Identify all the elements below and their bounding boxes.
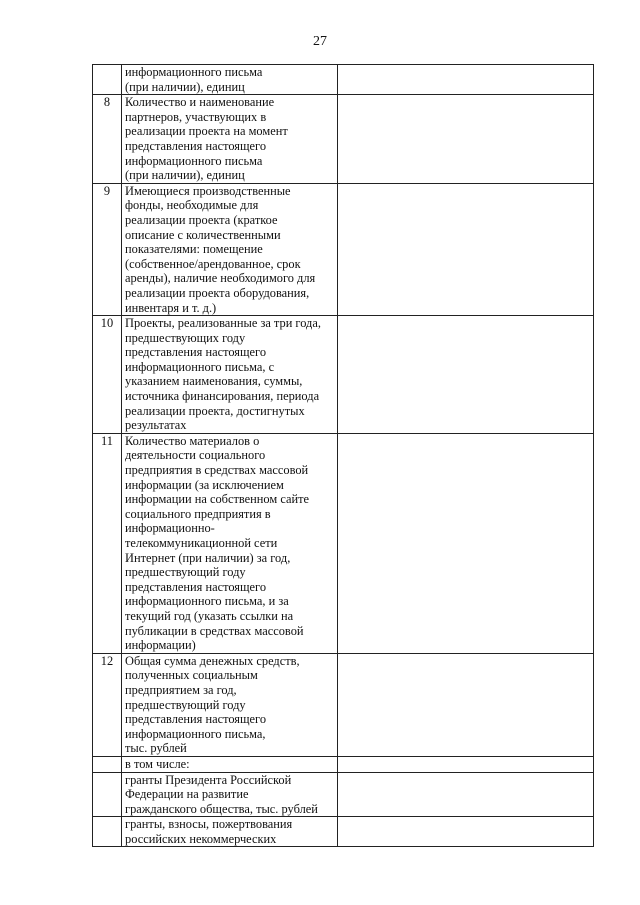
value-cell[interactable] bbox=[338, 772, 594, 817]
table-row bbox=[93, 95, 594, 184]
value-cell[interactable] bbox=[338, 95, 594, 184]
row-label bbox=[122, 65, 338, 95]
row-label bbox=[122, 817, 338, 847]
row-label-text: Имеющиеся производственные фонды, необходимые для реализации проекта (краткое описание с количественными показателями: помещение (собственное/арендованное, срок аренды), наличие необходимого для реализации проекта оборудования, инвентаря и т. д.) bbox=[125, 183, 316, 315]
row-number bbox=[93, 817, 122, 847]
table-row bbox=[93, 772, 594, 817]
row-label bbox=[122, 95, 338, 184]
page-number: 27 bbox=[313, 34, 327, 49]
table-row bbox=[93, 65, 594, 95]
row-number bbox=[93, 756, 122, 772]
value-cell[interactable] bbox=[338, 183, 594, 315]
table-row bbox=[93, 183, 594, 315]
row-number: 12 bbox=[93, 653, 122, 756]
row-label-text: Количество и наименование партнеров, участвующих в реализации проекта на момент представления настоящего информационного письма (при наличии), единиц bbox=[125, 95, 288, 183]
row-label-text: Проекты, реализованные за три года, предшествующих году представления настоящего информационного письма, с указанием наименования, суммы, источника финансирования, периода реализации проекта, достигнутых результатах bbox=[125, 316, 321, 433]
value-cell[interactable] bbox=[338, 65, 594, 95]
value-cell[interactable] bbox=[338, 316, 594, 434]
row-label bbox=[122, 183, 338, 315]
row-label-text: в том числе: bbox=[125, 756, 190, 771]
row-label bbox=[122, 316, 338, 434]
value-cell[interactable] bbox=[338, 817, 594, 847]
row-label-text: гранты Президента Российской Федерации на развитие гражданского общества, тыс. рублей bbox=[125, 772, 318, 816]
table-row bbox=[93, 817, 594, 847]
row-number: 9 bbox=[93, 183, 122, 315]
row-number: 8 bbox=[93, 95, 122, 184]
row-label bbox=[122, 772, 338, 817]
row-label-text: Количество материалов о деятельности социального предприятия в средствах массовой информации (за исключением информации на собственном сайте социального предприятия в информационно- телекоммуникационной сети Интернет (при наличии) за год, предшествующий году представления настоящего информационного письма, и за текущий год (указать ссылки на публикации в средствах массовой информации) bbox=[125, 433, 310, 653]
value-cell[interactable] bbox=[338, 433, 594, 653]
row-label-text: информационного письма (при наличии), единиц bbox=[125, 65, 263, 94]
row-label-text: гранты, взносы, пожертвования российских некоммерческих bbox=[125, 817, 293, 846]
row-label bbox=[122, 653, 338, 756]
value-cell[interactable] bbox=[338, 653, 594, 756]
row-label bbox=[122, 433, 338, 653]
application-form-table bbox=[92, 64, 594, 847]
row-number bbox=[93, 65, 122, 95]
table-row bbox=[93, 653, 594, 756]
row-number bbox=[93, 772, 122, 817]
table-row bbox=[93, 433, 594, 653]
table-row bbox=[93, 756, 594, 772]
row-label-text: Общая сумма денежных средств, полученных социальным предприятием за год, предшествующий году представления настоящего информационного письма, тыс. рублей bbox=[125, 653, 300, 756]
row-number: 10 bbox=[93, 316, 122, 434]
row-label bbox=[122, 756, 338, 772]
row-number: 11 bbox=[93, 433, 122, 653]
table-row bbox=[93, 316, 594, 434]
value-cell[interactable] bbox=[338, 756, 594, 772]
